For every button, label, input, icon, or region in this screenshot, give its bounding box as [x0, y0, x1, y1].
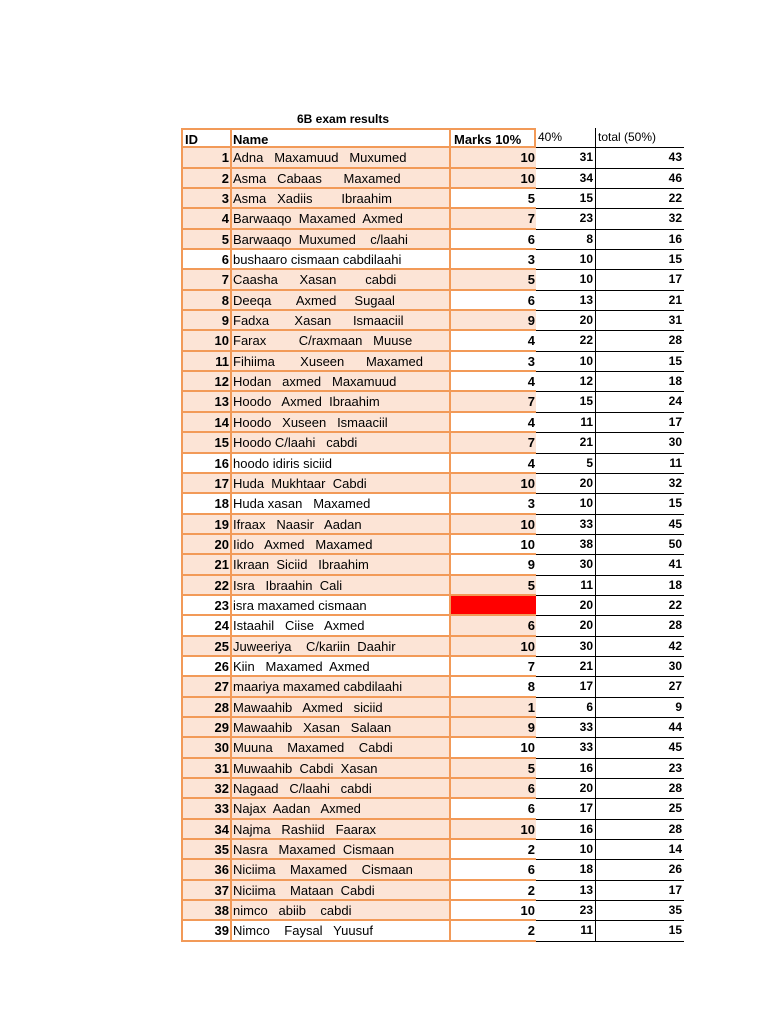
cell-forty[interactable]: 13 [536, 291, 596, 311]
cell-forty[interactable]: 10 [536, 840, 596, 860]
cell-total[interactable]: 46 [596, 169, 684, 189]
cell-name[interactable]: Ifraax Naasir Aadan [230, 515, 451, 535]
cell-name[interactable]: Fadxa Xasan Ismaaciil [230, 311, 451, 331]
cell-name[interactable]: Caasha Xasan cabdi [230, 270, 451, 290]
cell-name[interactable]: Huda Mukhtaar Cabdi [230, 474, 451, 494]
cell-total[interactable]: 16 [596, 230, 684, 250]
cell-marks[interactable]: 4 [451, 413, 536, 433]
cell-total[interactable]: 43 [596, 148, 684, 168]
cell-forty[interactable]: 12 [536, 372, 596, 392]
cell-marks[interactable]: 8 [451, 677, 536, 697]
table-row [181, 881, 684, 901]
cell-total[interactable]: 21 [596, 291, 684, 311]
cell-id[interactable]: 36 [181, 860, 230, 880]
cell-forty[interactable]: 11 [536, 921, 596, 941]
cell-marks[interactable]: 5 [451, 189, 536, 209]
cell-name[interactable]: Asma Xadiis Ibraahim [230, 189, 451, 209]
cell-name[interactable]: Kiin Maxamed Axmed [230, 657, 451, 677]
cell-forty[interactable]: 21 [536, 657, 596, 677]
cell-total[interactable]: 27 [596, 677, 684, 697]
table-row [181, 535, 684, 555]
cell-name[interactable]: Juweeriya C/kariin Daahir [230, 637, 451, 657]
cell-marks[interactable]: 9 [451, 555, 536, 575]
cell-id[interactable]: 5 [181, 230, 230, 250]
cell-marks[interactable]: 4 [451, 372, 536, 392]
cell-forty[interactable]: 22 [536, 331, 596, 351]
cell-id[interactable]: 2 [181, 169, 230, 189]
cell-name[interactable]: Hoodo C/laahi cabdi [230, 433, 451, 453]
cell-name[interactable]: Najma Rashiid Faarax [230, 820, 451, 840]
cell-marks[interactable]: 7 [451, 433, 536, 453]
cell-total[interactable]: 23 [596, 759, 684, 779]
cell-id[interactable]: 34 [181, 820, 230, 840]
cell-name[interactable]: Isra Ibraahin Cali [230, 576, 451, 596]
cell-name[interactable]: Muwaahib Cabdi Xasan [230, 759, 451, 779]
cell-name[interactable]: Najax Aadan Axmed [230, 799, 451, 819]
cell-total[interactable]: 17 [596, 413, 684, 433]
table-row [181, 840, 684, 860]
cell-forty[interactable]: 5 [536, 454, 596, 474]
cell-name[interactable]: maariya maxamed cabdilaahi [230, 677, 451, 697]
cell-id[interactable]: 20 [181, 535, 230, 555]
table-row [181, 921, 684, 941]
cell-forty[interactable]: 10 [536, 494, 596, 514]
cell-id[interactable]: 19 [181, 515, 230, 535]
cell-forty[interactable]: 11 [536, 576, 596, 596]
table-row [181, 698, 684, 718]
cell-forty[interactable]: 23 [536, 209, 596, 229]
cell-forty[interactable]: 20 [536, 596, 596, 616]
cell-id[interactable]: 33 [181, 799, 230, 819]
results-table [181, 128, 684, 942]
cell-total[interactable]: 41 [596, 555, 684, 575]
cell-total[interactable]: 50 [596, 535, 684, 555]
table-row [181, 454, 684, 474]
header-forty[interactable]: 40% [536, 128, 596, 148]
cell-total[interactable]: 17 [596, 270, 684, 290]
cell-marks[interactable]: 10 [451, 515, 536, 535]
cell-marks[interactable]: 6 [451, 230, 536, 250]
cell-id[interactable]: 1 [181, 148, 230, 168]
cell-id[interactable]: 30 [181, 738, 230, 758]
cell-marks[interactable]: 6 [451, 799, 536, 819]
cell-forty[interactable]: 13 [536, 881, 596, 901]
cell-name[interactable]: Farax C/raxmaan Muuse [230, 331, 451, 351]
cell-id[interactable]: 21 [181, 555, 230, 575]
cell-total[interactable]: 35 [596, 901, 684, 921]
cell-name[interactable]: Ikraan Siciid Ibraahim [230, 555, 451, 575]
cell-forty[interactable]: 31 [536, 148, 596, 168]
cell-name[interactable]: Fihiima Xuseen Maxamed [230, 352, 451, 372]
cell-total[interactable]: 30 [596, 433, 684, 453]
header-id[interactable]: ID [181, 128, 230, 148]
cell-id[interactable]: 9 [181, 311, 230, 331]
cell-name[interactable]: Nagaad C/laahi cabdi [230, 779, 451, 799]
table-row [181, 250, 684, 270]
cell-marks[interactable]: 3 [451, 494, 536, 514]
cell-total[interactable]: 26 [596, 860, 684, 880]
cell-marks[interactable]: 4 [451, 331, 536, 351]
cell-marks[interactable]: 7 [451, 392, 536, 412]
table-row [181, 799, 684, 819]
cell-id[interactable]: 22 [181, 576, 230, 596]
cell-total[interactable]: 9 [596, 698, 684, 718]
cell-id[interactable]: 10 [181, 331, 230, 351]
cell-total[interactable]: 15 [596, 250, 684, 270]
cell-total[interactable]: 28 [596, 331, 684, 351]
table-row [181, 372, 684, 392]
table-row [181, 209, 684, 229]
table-row [181, 555, 684, 575]
cell-total[interactable]: 42 [596, 637, 684, 657]
header-total[interactable]: total (50%) [596, 128, 684, 148]
cell-id[interactable]: 23 [181, 596, 230, 616]
cell-name[interactable]: Niciima Maxamed Cismaan [230, 860, 451, 880]
table-body [181, 148, 684, 941]
cell-name[interactable]: Nimco Faysal Yuusuf [230, 921, 451, 941]
cell-name[interactable]: isra maxamed cismaan [230, 596, 451, 616]
cell-name[interactable]: Asma Cabaas Maxamed [230, 169, 451, 189]
cell-marks[interactable]: 6 [451, 291, 536, 311]
cell-total[interactable]: 18 [596, 576, 684, 596]
cell-total[interactable]: 28 [596, 779, 684, 799]
table-row [181, 311, 684, 331]
cell-marks[interactable]: 10 [451, 535, 536, 555]
cell-id[interactable]: 27 [181, 677, 230, 697]
cell-id[interactable]: 4 [181, 209, 230, 229]
table-row [181, 148, 684, 168]
table-row [181, 718, 684, 738]
cell-forty[interactable]: 10 [536, 352, 596, 372]
cell-forty[interactable]: 21 [536, 433, 596, 453]
cell-forty[interactable]: 15 [536, 392, 596, 412]
cell-marks[interactable]: 10 [451, 474, 536, 494]
table-row [181, 331, 684, 351]
cell-total[interactable]: 17 [596, 881, 684, 901]
cell-forty[interactable]: 16 [536, 820, 596, 840]
cell-total[interactable]: 28 [596, 820, 684, 840]
cell-forty[interactable]: 6 [536, 698, 596, 718]
table-row [181, 433, 684, 453]
table-row [181, 352, 684, 372]
cell-marks[interactable]: 9 [451, 311, 536, 331]
cell-name[interactable]: Barwaaqo Muxumed c/laahi [230, 230, 451, 250]
cell-id[interactable]: 24 [181, 616, 230, 636]
cell-marks[interactable]: 7 [451, 657, 536, 677]
cell-marks[interactable]: 7 [451, 209, 536, 229]
cell-marks[interactable]: 10 [451, 637, 536, 657]
header-name[interactable]: Name [230, 128, 451, 148]
cell-forty[interactable]: 18 [536, 860, 596, 880]
cell-total[interactable]: 28 [596, 616, 684, 636]
cell-marks[interactable]: 10 [451, 820, 536, 840]
cell-name[interactable]: hoodo idiris siciid [230, 454, 451, 474]
cell-marks[interactable]: 6 [451, 860, 536, 880]
table-row [181, 596, 684, 616]
table-row [181, 657, 684, 677]
cell-marks[interactable]: 3 [451, 352, 536, 372]
cell-total[interactable]: 25 [596, 799, 684, 819]
cell-marks[interactable]: 2 [451, 881, 536, 901]
cell-forty[interactable]: 23 [536, 901, 596, 921]
cell-name[interactable]: Huda xasan Maxamed [230, 494, 451, 514]
cell-forty[interactable]: 15 [536, 189, 596, 209]
cell-id[interactable]: 37 [181, 881, 230, 901]
cell-name[interactable]: Mawaahib Axmed siciid [230, 698, 451, 718]
cell-id[interactable]: 8 [181, 291, 230, 311]
table-row [181, 677, 684, 697]
cell-total[interactable]: 45 [596, 738, 684, 758]
cell-id[interactable]: 14 [181, 413, 230, 433]
table-row [181, 392, 684, 412]
cell-id[interactable]: 39 [181, 921, 230, 941]
cell-forty[interactable]: 20 [536, 474, 596, 494]
cell-marks[interactable]: 1 [451, 698, 536, 718]
table-row [181, 860, 684, 880]
cell-id[interactable]: 13 [181, 392, 230, 412]
table-row [181, 169, 684, 189]
cell-forty[interactable]: 30 [536, 637, 596, 657]
cell-marks[interactable]: 6 [451, 616, 536, 636]
cell-total[interactable]: 44 [596, 718, 684, 738]
cell-marks[interactable]: 9 [451, 718, 536, 738]
cell-total[interactable]: 14 [596, 840, 684, 860]
cell-forty[interactable]: 30 [536, 555, 596, 575]
cell-name[interactable]: Niciima Mataan Cabdi [230, 881, 451, 901]
cell-name[interactable]: Istaahil Ciise Axmed [230, 616, 451, 636]
cell-marks[interactable]: 5 [451, 576, 536, 596]
cell-id[interactable]: 26 [181, 657, 230, 677]
cell-total[interactable]: 15 [596, 921, 684, 941]
table-row [181, 759, 684, 779]
cell-marks[interactable]: 4 [451, 454, 536, 474]
cell-name[interactable]: Hodan axmed Maxamuud [230, 372, 451, 392]
table-row [181, 291, 684, 311]
header-row [181, 128, 684, 148]
cell-id[interactable]: 25 [181, 637, 230, 657]
header-marks[interactable]: Marks 10% [451, 128, 536, 148]
cell-id[interactable]: 38 [181, 901, 230, 921]
cell-total[interactable]: 30 [596, 657, 684, 677]
cell-name[interactable]: Deeqa Axmed Sugaal [230, 291, 451, 311]
cell-id[interactable]: 18 [181, 494, 230, 514]
cell-name[interactable]: Hoodo Axmed Ibraahim [230, 392, 451, 412]
table-row [181, 474, 684, 494]
cell-name[interactable]: Mawaahib Xasan Salaan [230, 718, 451, 738]
cell-id[interactable]: 31 [181, 759, 230, 779]
table-row [181, 576, 684, 596]
cell-forty[interactable]: 8 [536, 230, 596, 250]
cell-forty[interactable]: 38 [536, 535, 596, 555]
cell-id[interactable]: 35 [181, 840, 230, 860]
table-row [181, 494, 684, 514]
cell-forty[interactable]: 17 [536, 677, 596, 697]
cell-forty[interactable]: 20 [536, 779, 596, 799]
cell-total[interactable]: 15 [596, 352, 684, 372]
cell-marks[interactable]: 10 [451, 148, 536, 168]
table-row [181, 616, 684, 636]
cell-total[interactable]: 45 [596, 515, 684, 535]
cell-forty[interactable]: 33 [536, 718, 596, 738]
cell-forty[interactable]: 33 [536, 515, 596, 535]
cell-forty[interactable]: 16 [536, 759, 596, 779]
cell-name[interactable]: Nasra Maxamed Cismaan [230, 840, 451, 860]
cell-marks[interactable]: 10 [451, 169, 536, 189]
cell-marks[interactable]: 5 [451, 759, 536, 779]
cell-marks[interactable]: 10 [451, 738, 536, 758]
cell-id[interactable]: 6 [181, 250, 230, 270]
cell-marks[interactable]: 5 [451, 270, 536, 290]
cell-id[interactable]: 29 [181, 718, 230, 738]
cell-marks[interactable]: 3 [451, 250, 536, 270]
table-row [181, 637, 684, 657]
cell-id[interactable]: 32 [181, 779, 230, 799]
cell-forty[interactable]: 11 [536, 413, 596, 433]
sheet-title: 6B exam results [297, 112, 390, 126]
cell-forty[interactable]: 10 [536, 250, 596, 270]
cell-id[interactable]: 15 [181, 433, 230, 453]
cell-forty[interactable]: 10 [536, 270, 596, 290]
table-row [181, 901, 684, 921]
table-row [181, 413, 684, 433]
cell-total[interactable]: 22 [596, 596, 684, 616]
cell-marks[interactable]: 6 [451, 779, 536, 799]
table-row [181, 779, 684, 799]
cell-total[interactable]: 22 [596, 189, 684, 209]
cell-name[interactable]: Muuna Maxamed Cabdi [230, 738, 451, 758]
cell-name[interactable]: Barwaaqo Maxamed Axmed [230, 209, 451, 229]
cell-id[interactable]: 11 [181, 352, 230, 372]
table-row [181, 820, 684, 840]
cell-name[interactable]: Hoodo Xuseen Ismaaciil [230, 413, 451, 433]
cell-name[interactable]: Iido Axmed Maxamed [230, 535, 451, 555]
table-row [181, 189, 684, 209]
cell-name[interactable]: bushaaro cismaan cabdilaahi [230, 250, 451, 270]
cell-total[interactable]: 11 [596, 454, 684, 474]
cell-forty[interactable]: 34 [536, 169, 596, 189]
cell-name[interactable]: Adna Maxamuud Muxumed [230, 148, 451, 168]
cell-id[interactable]: 17 [181, 474, 230, 494]
cell-total[interactable]: 32 [596, 209, 684, 229]
cell-marks[interactable]: 2 [451, 921, 536, 941]
cell-marks[interactable] [451, 596, 536, 616]
cell-total[interactable]: 18 [596, 372, 684, 392]
cell-marks[interactable]: 2 [451, 840, 536, 860]
cell-forty[interactable]: 20 [536, 616, 596, 636]
cell-id[interactable]: 12 [181, 372, 230, 392]
cell-forty[interactable]: 33 [536, 738, 596, 758]
cell-id[interactable]: 3 [181, 189, 230, 209]
cell-marks[interactable]: 10 [451, 901, 536, 921]
cell-id[interactable]: 28 [181, 698, 230, 718]
cell-total[interactable]: 15 [596, 494, 684, 514]
cell-total[interactable]: 31 [596, 311, 684, 331]
table-row [181, 270, 684, 290]
cell-forty[interactable]: 17 [536, 799, 596, 819]
cell-total[interactable]: 24 [596, 392, 684, 412]
table-row [181, 515, 684, 535]
cell-id[interactable]: 7 [181, 270, 230, 290]
table-row [181, 738, 684, 758]
cell-id[interactable]: 16 [181, 454, 230, 474]
cell-forty[interactable]: 20 [536, 311, 596, 331]
cell-name[interactable]: nimco abiib cabdi [230, 901, 451, 921]
cell-total[interactable]: 32 [596, 474, 684, 494]
table-row [181, 230, 684, 250]
